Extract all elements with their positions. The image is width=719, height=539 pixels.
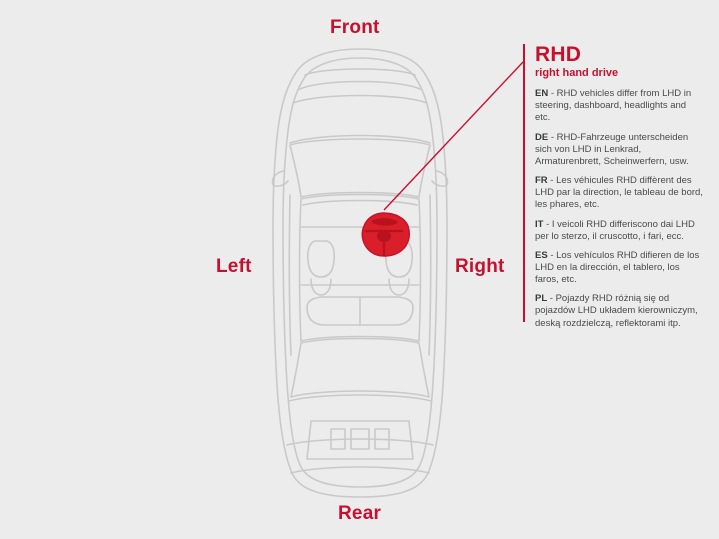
translation-lang-en: EN bbox=[535, 88, 549, 100]
callout-title: RHD bbox=[535, 43, 582, 66]
translation-sep-pl: - bbox=[547, 293, 556, 305]
translation-text-es: Los vehículos RHD difieren de los LHD en la dirección, el tablero, los faros, etc. bbox=[535, 249, 700, 286]
translation-item-de bbox=[535, 132, 703, 168]
translation-lang-fr: FR bbox=[535, 175, 548, 187]
translation-item-es bbox=[535, 250, 703, 286]
translation-item-it bbox=[535, 219, 703, 243]
translation-text-pl: Pojazdy RHD różnią się od pojazdów LHD układem kierowniczym, deską rozdzielczą, reflektorami itp. bbox=[535, 293, 698, 329]
translation-lang-it: IT bbox=[535, 218, 544, 230]
translation-sep-es: - bbox=[547, 249, 557, 261]
translation-sep-it: - bbox=[543, 218, 552, 230]
direction-label-front: Front bbox=[330, 17, 380, 38]
translation-text-fr: Les véhicules RHD diffèrent des LHD par la direction, le tableau de bord, les phares, etc. bbox=[535, 175, 703, 211]
translation-sep-de: - bbox=[548, 131, 557, 143]
translation-lang-pl: PL bbox=[535, 293, 548, 305]
car-top-view-illustration bbox=[245, 45, 475, 500]
translation-text-de: RHD-Fahrzeuge unterscheiden sich von LHD in Lenkrad, Armaturenbrett, Scheinwerfern, usw. bbox=[535, 131, 689, 167]
steering-wheel-highlight bbox=[362, 213, 409, 256]
translation-sep-en: - bbox=[548, 88, 557, 100]
rhd-callout-panel bbox=[523, 43, 703, 329]
translation-text-en: RHD vehicles differ from LHD in steering, dashboard, headlights and etc. bbox=[535, 88, 692, 124]
direction-label-rear: Rear bbox=[338, 503, 382, 524]
translation-item-fr bbox=[535, 175, 703, 211]
translation-lang-es: ES bbox=[535, 249, 548, 261]
car-outline-svg bbox=[245, 45, 475, 500]
translation-item-en bbox=[535, 88, 703, 124]
translation-text-it: I veicoli RHD differiscono dai LHD per lo sterzo, il cruscotto, i fari, ecc. bbox=[535, 218, 695, 242]
direction-label-left: Left bbox=[216, 256, 252, 277]
translation-sep-fr: - bbox=[547, 175, 557, 187]
callout-subtitle: right hand drive bbox=[535, 67, 619, 80]
translation-lang-de: DE bbox=[535, 131, 549, 143]
translation-item-pl bbox=[535, 293, 703, 329]
direction-label-right: Right bbox=[455, 256, 505, 277]
